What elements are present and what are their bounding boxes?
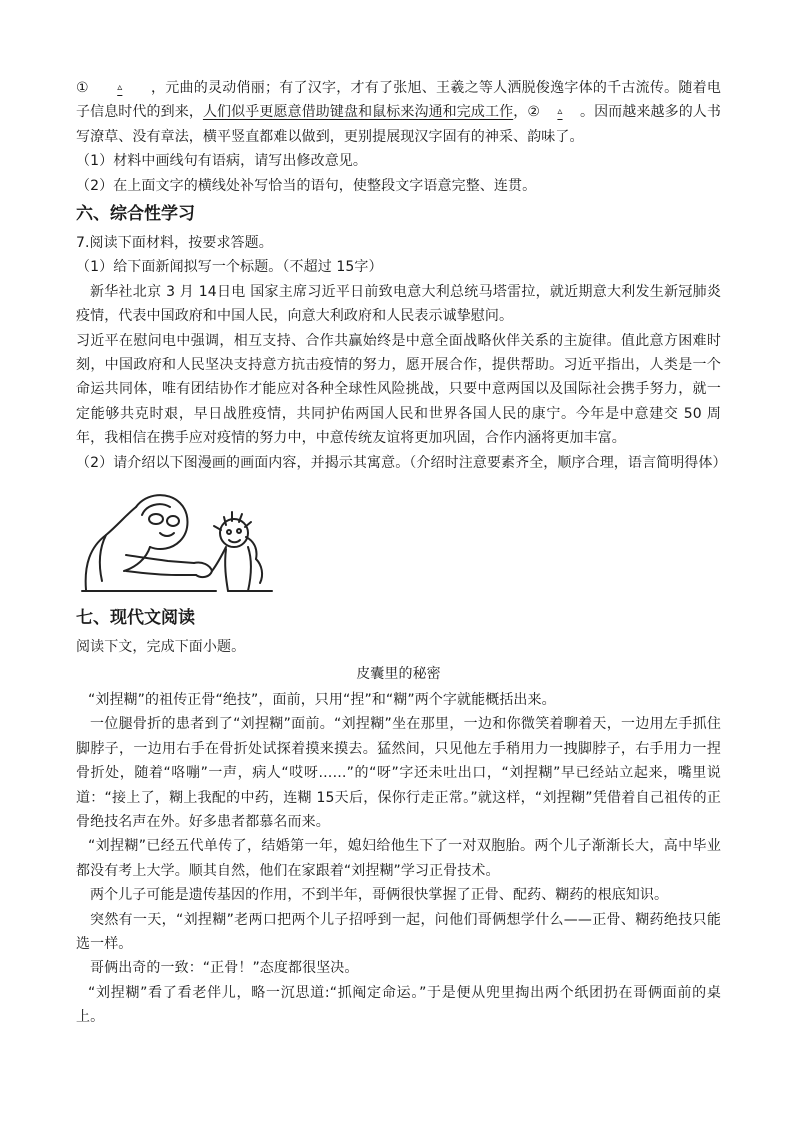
section5-paragraph bbox=[76, 76, 721, 149]
section7-heading: 七、现代文阅读 bbox=[76, 608, 195, 629]
document-page bbox=[76, 76, 727, 1030]
text-segment: ， bbox=[513, 104, 528, 121]
story-paragraph: “刘捏糊”已经五代单传了，结婚第一年，媳妇给他生下了一对双胞胎。两个儿子渐渐长大，高中毕业都没有考上大学。顺其自然，他们在家跟着“刘捏糊”学习正骨技术。 bbox=[76, 838, 721, 879]
story-paragraph: 两个儿子可能是遗传基因的作用，不到半年，哥俩很快掌握了正骨、配药、糊药的根底知识。 bbox=[90, 887, 669, 904]
question-7-intro: 7.阅读下面材料，按要求答题。 bbox=[76, 235, 273, 252]
question-5-2: （2）在上面文字的横线处补写恰当的语句，使整段文字语意完整、连贯。 bbox=[76, 177, 537, 194]
question-7-1: （1）给下面新闻拟写一个标题。（不超过 15字） bbox=[76, 259, 383, 276]
reading-intro: 阅读下文，完成下面小题。 bbox=[76, 639, 246, 656]
news-paragraph-1: 新华社北京 3 月 14日电 国家主席习近平日前致电意大利总统马塔雷拉，就近期意大利发生新冠肺炎疫情，代表中国政府和中国人民，向意大利政府和人民表示诚挚慰问。 bbox=[76, 283, 721, 325]
cartoon-image bbox=[76, 485, 286, 597]
triangle-icon: ▵ bbox=[557, 106, 563, 118]
text-segment: ，元曲的灵动俏丽；有了汉字，才有了张旭、王羲之等人洒脱俊逸字体的千古流传。随着电 bbox=[150, 80, 721, 96]
question-7-2: （2）请介绍以下图漫画的画面内容，并揭示其寓意。（介绍时注意要素齐全，顺序合理，语言简明得体） bbox=[76, 454, 727, 471]
story-paragraph: 一位腿骨折的患者到了“刘捏糊”面前。“刘捏糊”坐在那里，一边和你微笑着聊着天，一边用左手抓住脚脖子，一边用右手在骨折处试探着摸来摸去。猛然间，只见他左手稍用力一拽脚脖子，右手用力一捏骨折处，随着“咯嘣”一声，病人“哎呀……”的“呀”字还未吐出口，“刘捏糊”早已经站立起来，嘴里说道：“接上了，糊上我配的中药，连糊 15天后，保你行走正常。”就这样，“刘捏糊”凭借着自己祖传的正骨绝技名声在外。好多患者都慕名而来。 bbox=[76, 716, 721, 830]
text-segment: 子信息时代的到来， bbox=[76, 104, 203, 121]
story-paragraph: “刘捏糊”的祖传正骨“绝技”，面前，只用“捏”和“糊”两个字就能概括出来。 bbox=[88, 691, 556, 708]
text-segment: 写潦草、没有章法，横平竖直都难以做到，更别提展现汉字固有的神采、韵味了。 bbox=[76, 128, 584, 145]
answer-marker-2: ② bbox=[527, 104, 540, 121]
answer-blank-1[interactable] bbox=[89, 76, 151, 100]
answer-marker-1: ① bbox=[76, 80, 89, 96]
story-title: 皮囊里的秘密 bbox=[356, 665, 441, 682]
story-paragraph: 突然有一天，“刘捏糊”老两口把两个儿子招呼到一起，问他们哥俩想学什么——正骨、糊药绝技只能选一样。 bbox=[76, 911, 721, 952]
section6-heading: 六、综合性学习 bbox=[76, 204, 195, 225]
underlined-sentence: 人们似乎更愿意借助键盘和鼠标来沟通和完成工作 bbox=[202, 104, 514, 121]
story-paragraph: 哥俩出奇的一致：“正骨！”态度都很坚决。 bbox=[90, 960, 359, 977]
question-5-1: （1）材料中画线句有语病，请写出修改意见。 bbox=[76, 153, 368, 170]
answer-blank-2[interactable] bbox=[540, 100, 580, 124]
news-paragraph-2: 习近平在慰问电中强调，相互支持、合作共赢始终是中意全面战略伙伴关系的主旋律。值此意方困难时刻，中国政府和人民坚决支持意方抗击疫情的努力，愿开展合作，提供帮助。习近平指出，人类是一个命运共同体，唯有团结协作才能应对各种全球性风险挑战，只要中意两国以及国际社会携手努力，就一定能够共克时艰，早日战胜疫情，共同护佑两国人民和世界各国人民的康宁。今年是中意建交 50 周年，我相信在携手应对疫情的努力中，中意传统友谊将更加巩固，合作内涵将更加丰富。 bbox=[76, 332, 721, 447]
story-paragraph: “刘捏糊”看了看老伴儿，略一沉思道:“抓阄定命运。”于是便从兜里掏出两个纸团扔在哥俩面前的桌上。 bbox=[76, 984, 721, 1026]
text-segment: 。因而越来越多的人书 bbox=[579, 104, 721, 121]
triangle-icon: ▵ bbox=[117, 82, 123, 93]
